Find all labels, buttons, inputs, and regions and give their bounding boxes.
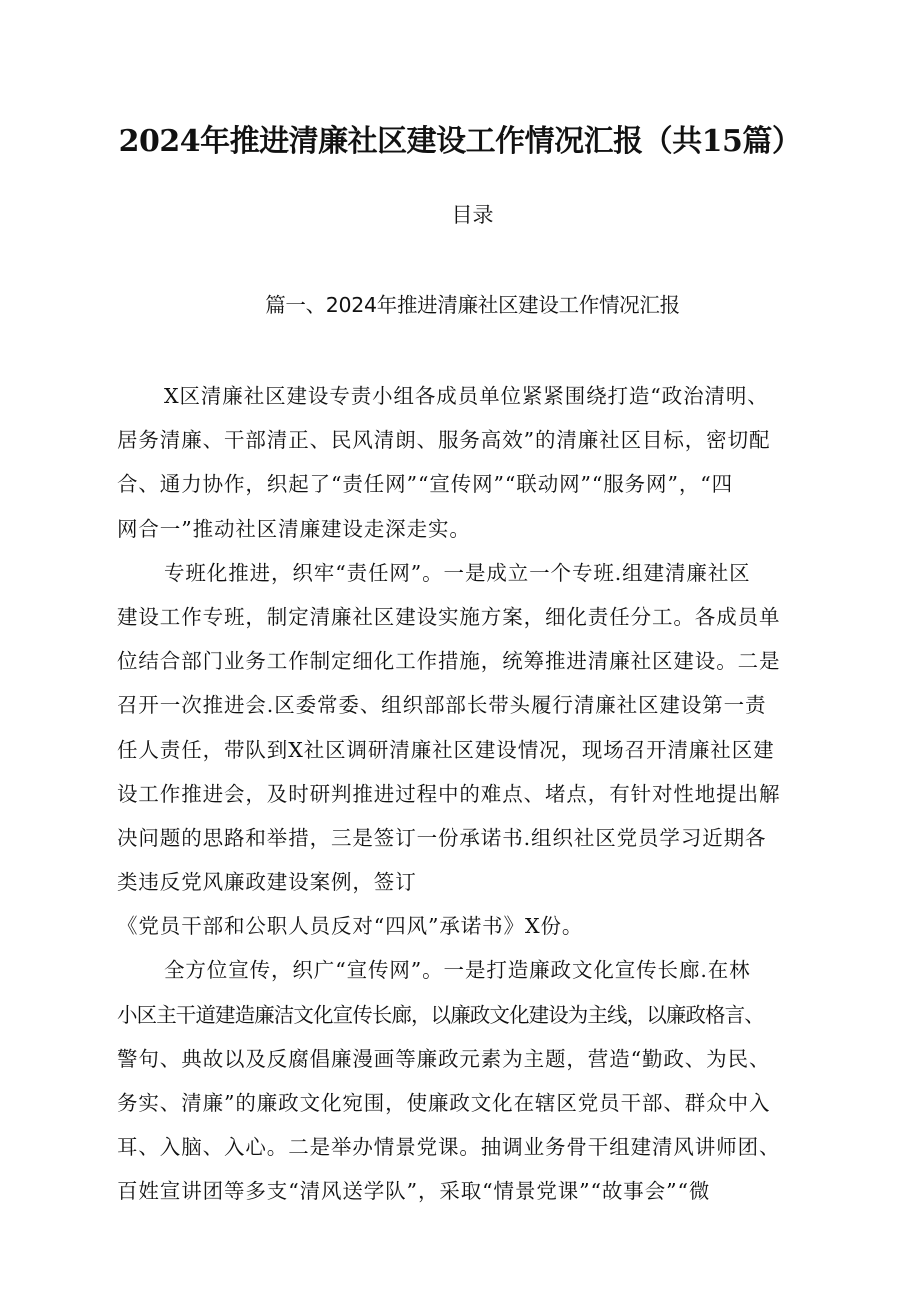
paragraph-line: 警句、典故以及反腐倡廉漫画等廉政元素为主题，营造“勤政、为民、 <box>117 1046 771 1071</box>
paragraph-line: 全方位宣传，织广“宣传网”。一是打造廉政文化宣传长廊.在林 <box>164 958 751 983</box>
paragraph-line: 网合一”推动社区清廉建设走深走实。 <box>117 516 471 541</box>
paragraph-line: 百姓宣讲团等多支“清风送学队”，采取“情景党课”“故事会”“微 <box>117 1179 711 1204</box>
paragraph-line: 召开一次推进会.区委常委、组织部部长带头履行清廉社区建设第一责 <box>117 693 767 718</box>
paragraph-line: 决问题的思路和举措，三是签订一份承诺书.组织社区党员学习近期各 <box>117 825 767 850</box>
body-text <box>117 374 827 1214</box>
paragraph-line: 合、通力协作，织起了“责任网”“宣传网”“联动网”“服务网”，“四 <box>117 472 734 497</box>
paragraph-line: 居务清廉、干部清正、民风清朗、服务高效”的清廉社区目标，密切配 <box>117 428 771 453</box>
paragraph-line: 任人责任，带队到X社区调研清廉社区建设情况，现场召开清廉社区建 <box>117 737 775 762</box>
paragraph-line: 类违反党风廉政建设案例，签订 <box>117 870 417 895</box>
paragraph-line: 小区主干道建造廉洁文化宣传长廊，以廉政文化建设为主线，以廉政格言、 <box>117 1002 764 1027</box>
section-heading: 篇一、2024年推进清廉社区建设工作情况汇报 <box>265 293 680 317</box>
paragraph-line: 位结合部门业务工作制定细化工作措施，统筹推进清廉社区建设。二是 <box>117 649 781 674</box>
paragraph-line: 《党员干部和公职人员反对“四风”承诺书》X份。 <box>117 914 584 939</box>
paragraph-line: 耳、入脑、入心。二是举办情景党课。抽调业务骨干组建清风讲师团、 <box>117 1135 781 1160</box>
paragraph-line: 建设工作专班，制定清廉社区建设实施方案，细化责任分工。各成员单 <box>117 604 781 629</box>
toc-heading: 目录 <box>451 203 494 227</box>
document-title: 2024年推进清廉社区建设工作情况汇报（共15篇） <box>118 124 802 159</box>
paragraph-line: 务实、清廉”的廉政文化宛围，使廉政文化在辖区党员干部、群众中入 <box>117 1091 771 1115</box>
paragraph-line: 专班化推进，织牢“责任网”。一是成立一个专班.组建清廉社区 <box>164 560 751 585</box>
paragraph-line: 设工作推进会，及时研判推进过程中的难点、堵点，有针对性地提出解 <box>117 781 781 806</box>
paragraph-line: X区清廉社区建设专责小组各成员单位紧紧围绕打造“政治清明、 <box>164 384 769 408</box>
